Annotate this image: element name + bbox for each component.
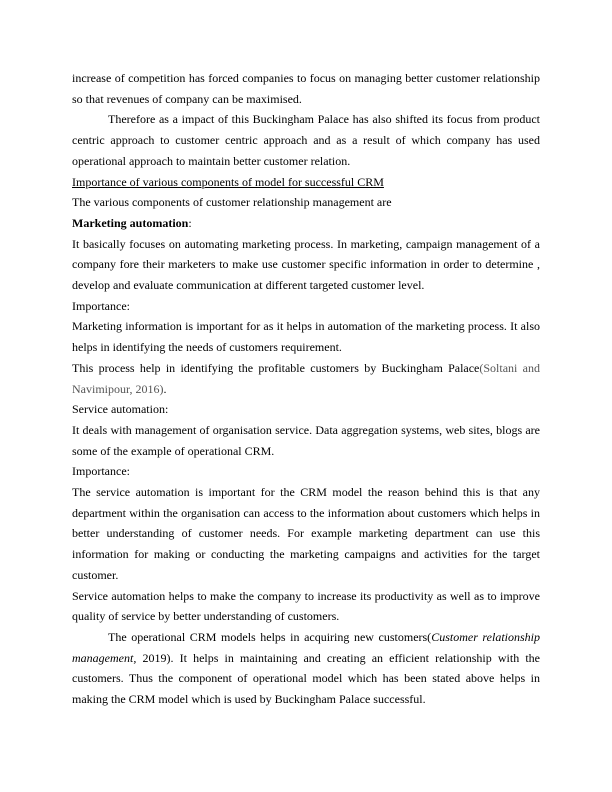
paragraph-service-automation: It deals with management of organisation service. Data aggregation systems, web sites, blogs are some of the example of operational CRM.: [72, 422, 540, 458]
profitable-customers-text: This process help in identifying the profitable customers by Buckingham Palace: [72, 360, 480, 375]
marketing-automation-colon: :: [188, 215, 192, 230]
importance-label-service: Importance:: [72, 464, 130, 479]
operational-crm-start: The operational CRM models helps in acquiring new customers(: [108, 629, 432, 644]
citation-soltani: (Soltani and Navimipour, 2016): [72, 360, 540, 396]
paragraph-service-importance: The service automation is important for the CRM model the reason behind this is that any department within the organisation can access to the information about customers which helps in better understanding of customer needs. For example marketing department can use this information for making or conducting the marketing campaigns and activities for the target customer.: [72, 485, 540, 582]
citation-crm-title: Customer relationship management,: [72, 629, 540, 665]
section-heading-importance: Importance of various components of model for successful CRM: [72, 174, 384, 189]
profitable-customers-end: .: [163, 381, 167, 396]
paragraph-service-productivity: Service automation helps to make the company to increase its productivity as well as to improve quality of service by better understanding of customers.: [72, 588, 540, 624]
marketing-automation-heading: Marketing automation: [72, 215, 189, 230]
document-page: [72, 68, 540, 710]
service-automation-heading: Service automation:: [72, 402, 169, 417]
paragraph-marketing-importance: Marketing information is important for as it helps in automation of the marketing process. It also helps in identifying the needs of customers requirement.: [72, 319, 540, 355]
paragraph-profitable-customers: [72, 358, 540, 399]
citation-crm-year: 2019: [136, 650, 167, 665]
operational-crm-end: ). It helps in maintaining and creating an efficient relationship with the customers. Thus the component of operational model which has been stated above helps in making the CRM model which is used by Buckingham Palace successful.: [72, 650, 540, 707]
importance-label-marketing: Importance:: [72, 298, 130, 313]
paragraph-operational-crm: [72, 627, 540, 710]
paragraph-marketing-automation: It basically focuses on automating marketing process. In marketing, campaign management of a company fore their marketers to make use customer specific information in order to determine , develop and evaluate communication at different targeted customer level.: [72, 236, 540, 293]
paragraph-buckingham-shift: Therefore as a impact of this Buckingham Palace has also shifted its focus from product centric approach to customer centric approach and as a result of which company has used operational approach to maintain better customer relation.: [72, 112, 540, 168]
paragraph-competition: increase of competition has forced companies to focus on managing better customer relationship so that revenues of company can be maximised.: [72, 71, 540, 106]
paragraph-components-intro: The various components of customer relationship management are: [72, 195, 392, 210]
marketing-automation-heading-line: [72, 213, 540, 234]
